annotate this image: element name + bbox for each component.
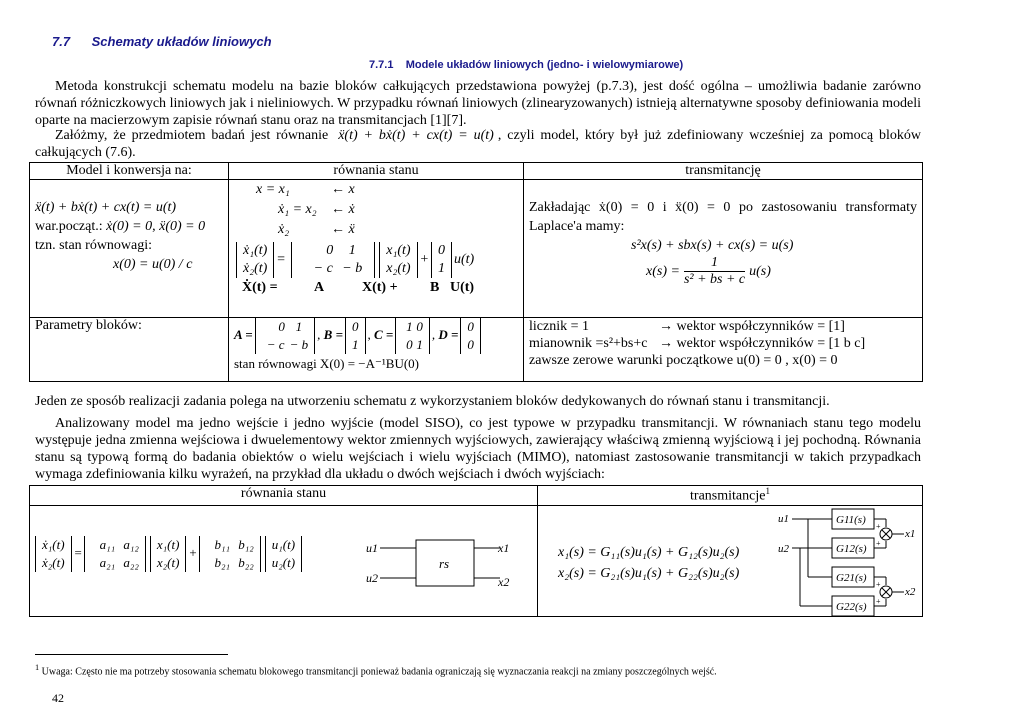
mu2: u₂(t) (271, 554, 296, 570)
td-g21: G21(s) (836, 571, 867, 584)
section-number: 7.7 (52, 34, 71, 49)
denominator-vector: → wektor współczynników = [1 b c] (659, 336, 866, 351)
header-mimo-state: równania stanu (30, 486, 538, 506)
mx2: x₂(t) (156, 554, 180, 570)
ss-u2: u2 (366, 570, 378, 585)
state-arrow-3: ← ẍ (331, 222, 355, 237)
section-heading (52, 34, 272, 49)
state-cell (229, 180, 524, 318)
param-b-label: B = (323, 326, 343, 342)
param-a-label: A = (234, 326, 253, 342)
ss-x1: x1 (498, 540, 510, 555)
equilibrium-label: tzn. stan równowagi: (35, 238, 153, 253)
state-arrow-1: ← x (331, 182, 355, 197)
state-def-1: x = x₁ (256, 182, 290, 197)
footnote-text: Uwaga: Często nie ma potrzeby stosowania schematu blokowego transmitancji ponieważ badania ograniczają się wyznaczania reakcji na zmiany poszczególnych wejść. (41, 666, 717, 678)
header-state: równania stanu (229, 163, 524, 180)
mimo-table (29, 485, 923, 617)
intro-paragraph: Metoda konstrukcji schematu modelu na bazie bloków całkujących przedstawiona powyżej (p.7.3), jest dość ogólna – umożliwia badanie zarówno równań różniczkowych liniowych jak i nieliniowych. W przypadku równań liniowych (zlinearyzowanych) istnieją alternatywne sposoby definiowania modeli oparte na macierzowym zapisie równań stanu oraz na transmitancjach [1][7]. (35, 79, 921, 128)
pb1: 0 (352, 319, 359, 334)
mimo-trans-cell (538, 505, 923, 616)
mat-a22: − b (342, 261, 363, 276)
header-mimo-trans (538, 486, 923, 506)
footnote-ref: 1 (765, 486, 770, 496)
td-g12: G12(s) (836, 542, 867, 555)
section-title: Schematy układów liniowych (91, 34, 272, 49)
params-label: Parametry bloków: (30, 318, 229, 382)
numerator-label: licznik = 1 (529, 319, 589, 334)
header-mimo-trans-text: transmitancje (690, 488, 766, 504)
mv-dx2: ẋ₂(t) (42, 554, 65, 570)
short-x: X(t) + (362, 280, 398, 295)
mimo-eq-2: x₂(s) = G₂₁(s)u₁(s) + G₂₂(s)u₂(s) (558, 565, 740, 581)
mimo-state-cell (30, 505, 538, 616)
trans-cell (524, 180, 923, 318)
numerator-vector: → wektor współczynników = [1] (659, 319, 845, 334)
pc22: 1 (416, 337, 423, 352)
pd1: 0 (467, 319, 474, 334)
assumption-text: Załóżmy, że przedmiotem badań jest równanie (55, 128, 329, 143)
pa21: − c (266, 337, 285, 352)
paragraph-blocks: Jeden ze sposób realizacji zadania polega na utworzeniu schematu z wykorzystaniem bloków dedykowanych do równań stanu i transmitancji. (35, 394, 830, 409)
denominator-label: mianownik =s²+bs+c (529, 336, 648, 351)
state-def-3: ẋ₂ (278, 222, 290, 237)
trans-numerator: 1 (684, 255, 745, 272)
vec-b2: 1 (438, 261, 445, 276)
model-cell (30, 180, 229, 318)
pa22: − b (289, 337, 309, 352)
trans-intro: Zakładając ẋ(0) = 0 i ẍ(0) = 0 po zastosowaniu transformaty Laplace'a mamy: (529, 200, 917, 234)
model-table (29, 162, 923, 382)
page-number: 42 (52, 691, 64, 705)
assumption-equation: ẍ(t) + bẋ(t) + cx(t) = u(t) (338, 128, 494, 143)
pb2: 1 (352, 337, 359, 352)
pc11: 1 (406, 319, 413, 334)
state-arrow-2: ← ẋ (331, 202, 355, 217)
short-u: U(t) (450, 280, 475, 295)
pd2: 0 (467, 337, 474, 352)
pc12: 0 (416, 319, 423, 334)
tparams-cell (524, 318, 923, 382)
params-cell: A = 0 1 − c − b , B = 0 1 , C = 1 0 0 1 , D = 0 0 stan równowagi X(0) = −A⁻¹BU(0) (229, 318, 524, 382)
mb11: b₁₁ (214, 536, 230, 552)
ma21: a₂₁ (99, 554, 116, 570)
ma22: a₂₂ (123, 554, 139, 570)
ss-x2: x2 (498, 574, 510, 589)
subsection-heading: 7.7.1 Modele układów liniowych (jedno- i wielowymiarowe) (369, 59, 684, 71)
td-g11: G11(s) (836, 513, 866, 526)
mat-a11: 0 (326, 243, 334, 258)
mb21: b₂₁ (214, 554, 230, 570)
vec-dx1: ẋ₁(t) (243, 243, 268, 258)
td-g22: G22(s) (836, 600, 867, 613)
footnote-separator (35, 654, 228, 655)
trans-eq-1: s²x(s) + sbx(s) + cx(s) = u(s) (631, 238, 794, 253)
mimo-eq-1: x₁(s) = G₁₁(s)u₁(s) + G₁₂(s)u₂(s) (558, 544, 740, 560)
trans-denominator: s² + bs + c (683, 272, 746, 287)
vec-x2: x₂(t) (386, 261, 411, 276)
td-x2: x2 (905, 585, 916, 598)
td-u1: u1 (778, 512, 789, 525)
mimo-trans-eqs (558, 542, 739, 584)
pc21: 0 (406, 337, 413, 352)
model-equation: ẍ(t) + bẋ(t) + cx(t) = u(t) (35, 200, 177, 215)
footnote-number: 1 (35, 663, 40, 672)
state-def-2: ẋ₁ = x₂ (278, 202, 317, 217)
state-matrix-equation: ẋ₁(t) ẋ₂(t) = 0 1 − c − b x₁(t) x₂(t) + 0 1 u(t) (234, 242, 518, 278)
td-plus-2b: + (876, 596, 881, 606)
ss-u1: u1 (366, 540, 378, 555)
mat-a12: 1 (348, 243, 356, 258)
param-d-label: D = (438, 326, 459, 342)
mv-dx1: ẋ₁(t) (42, 536, 65, 552)
trans-eq-2-right: u(s) (749, 264, 771, 279)
mx1: x₁(t) (156, 536, 180, 552)
equilibrium-matrix: stan równowagi X(0) = −A⁻¹BU(0) (234, 356, 420, 371)
init-2: ẍ(0) = 0 (159, 219, 206, 234)
pa11: 0 (278, 319, 285, 334)
ma11: a₁₁ (99, 536, 116, 552)
mu1: u₁(t) (271, 536, 296, 552)
equilibrium-state: x(0) = u(0) / c (113, 257, 193, 272)
input-u: u(t) (454, 252, 475, 268)
td-plus-1b: + (876, 538, 881, 548)
header-trans: transmitancję (524, 163, 923, 180)
short-dx: Ẋ(t) = (242, 280, 278, 295)
state-short-form (234, 278, 518, 298)
footnote (35, 663, 717, 677)
zero-initial: zawsze zerowe warunki początkowe u(0) = 0 , x(0) = 0 (529, 353, 838, 368)
transfer-block-diagram (778, 506, 928, 616)
param-c-label: C = (374, 326, 394, 342)
ma12: a₁₂ (123, 536, 139, 552)
short-b: B (430, 280, 440, 295)
vec-dx2: ẋ₂(t) (243, 261, 268, 276)
initial-conditions: war.począt.: ẋ(0) = 0, ẍ(0) = 0 (35, 219, 206, 234)
paragraph-mimo: Analizowany model ma jedno wejście i jedno wyjście (model SISO), co jest typowe w przypadku transmitancji. W równaniach stanu tego modelu występuje jedna zmienna wejściowa i dwuelementowy wektor zmiennych wyjściowych, zawierający właściwą zmienną wyjściową i jej pochodną. Równania stanu są typową formą do badania obiektów o wielu wejściach i wielu wyjściach (MIMO), natomiast zastosowanie transmitancji w takich przypadkach wymaga zdefiniowania kilku wyrażeń, na przykład dla układu o dwóch wejściach i dwóch wyjściach: (35, 416, 921, 482)
mimo-state-equation: ẋ₁(t) ẋ₂(t) = a₁₁ a₁₂ a₂₁ a₂₂ x₁(t) x₂(t) + b₁₁ b₁₂ b₂₁ b₂₂ u₁(t) u₂(t) (33, 536, 304, 572)
mb12: b₁₂ (238, 536, 254, 552)
td-x1: x1 (905, 527, 916, 540)
pa12: 1 (295, 319, 303, 334)
init-1: ẋ(0) = 0 (106, 219, 153, 234)
short-a: A (314, 280, 325, 295)
vec-b1: 0 (438, 243, 445, 258)
trans-eq-2-left: x(s) = (646, 264, 680, 279)
header-model: Model i konwersja na: (30, 163, 229, 180)
td-plus-1a: + (876, 521, 881, 531)
init-label: war.począt.: (35, 219, 103, 234)
mat-a21: − c (313, 261, 333, 276)
vec-x1: x₁(t) (386, 243, 411, 258)
assumption-text-end: , czyli model, który był już zdefiniowany wcześniej za pomocą bloków całkujących (7.6). (35, 128, 921, 160)
td-u2: u2 (778, 542, 789, 555)
ss-label: rs (439, 555, 450, 571)
td-plus-2a: + (876, 579, 881, 589)
mb22: b₂₂ (238, 554, 254, 570)
state-space-block-diagram (360, 506, 520, 616)
assumption-paragraph (35, 127, 921, 161)
